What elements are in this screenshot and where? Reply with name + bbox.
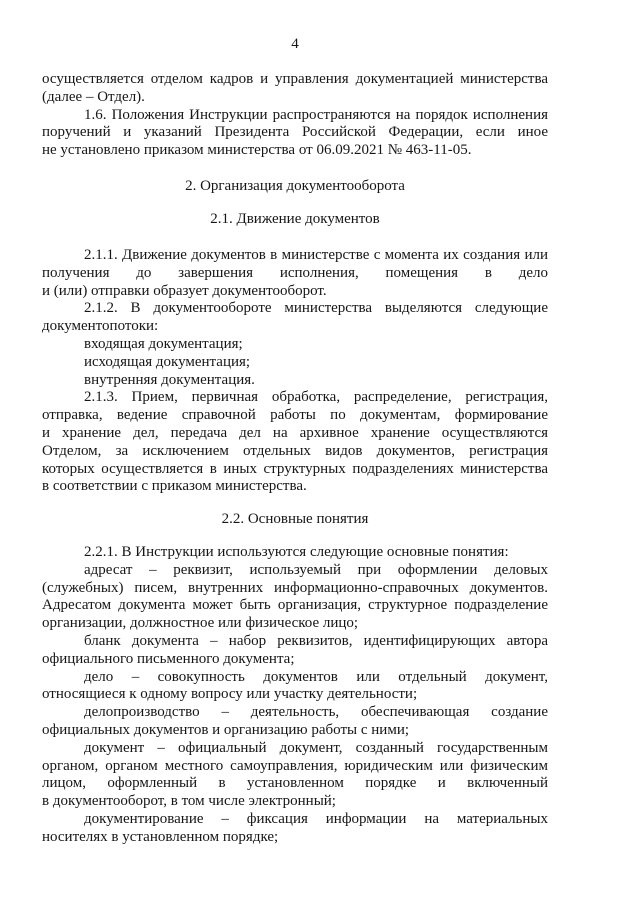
paragraph-2-1-1 [42,247,548,300]
text-line: документ – официальный документ, созданный государственным [84,739,548,756]
term-addressee [42,562,548,633]
text-line: носителях в установленном порядке; [42,828,279,845]
text-line: поручений и указаний Президента Российской Федерации, если иное [42,124,548,141]
text-line: и хранение дел, передача дел на архивное хранение осуществляются [42,424,548,441]
page-number-container [42,36,548,54]
text-line: не установлено приказом министерства от 06.09.2021 № 463-11-05. [42,142,472,159]
text-line: в документооборот, в том числе электронный; [42,793,336,810]
term-letterhead [42,633,548,669]
text-line: 2.1.1. Движение документов в министерстве с момента их создания или [84,247,548,263]
text-line: отправка, ведение справочной работы по документам, формирование [42,407,548,424]
text-line: которых осуществляется в иных структурных подразделениях министерства [42,460,548,477]
list-item: исходящая документация; [84,353,251,370]
text-line: 2.2.1. В Инструкции используются следующие основные понятия: [84,544,509,560]
text-line: бланк документа – набор реквизитов, идентифицирующих автора [84,632,548,649]
paragraph-2-2-1 [42,544,548,562]
term-file [42,669,548,705]
text-line: адресат – реквизит, используемый при оформлении деловых [84,561,548,578]
text-line: (служебных) писем, внутренних информационно-справочных документов. [42,579,548,596]
text-line: Отделом, за исключением отдельных видов документов, регистрация [42,442,548,459]
section-heading: 2. Организация документооборота [185,178,405,194]
text-line: Адресатом документа может быть организация, структурное подразделение [42,597,548,614]
text-line: делопроизводство – деятельность, обеспечивающая создание [84,704,548,721]
document-flows-list [42,336,548,389]
subsection-2-2-body [42,544,548,847]
subsection-2-1-heading-container [42,211,548,229]
section-1-tail [42,71,548,160]
term-documenting [42,811,548,847]
text-line: документирование – фиксация информации на материальных [84,810,548,827]
subsection-2-1-body [42,247,548,496]
text-line: организации, должностное или физическое лицо; [42,615,359,632]
text-line: относящиеся к одному вопросу или участку деятельности; [42,686,418,703]
text-line: документопотоки: [42,318,159,335]
section-2-heading-container [42,178,548,196]
term-document [42,740,548,811]
text-line: лицом, оформленный в установленном порядке и включенный [42,775,548,792]
text-line: официальных документов и организацию работы с ними; [42,721,410,738]
term-records-management [42,704,548,740]
subsection-heading: 2.2. Основные понятия [221,511,369,527]
subsection-2-2-heading-container [42,511,548,529]
text-line: и (или) отправки образует документооборот. [42,282,327,299]
paragraph-2-1-2 [42,300,548,336]
paragraph-continuation [42,71,548,107]
text-line: официального письменного документа; [42,650,295,667]
text-line: осуществляется отделом кадров и управления документацией министерства [42,71,548,87]
text-line: 2.1.2. В документообороте министерства выделяются следующие [84,300,548,317]
text-line: 2.1.3. Прием, первичная обработка, распределение, регистрация, [84,389,548,406]
text-line: в соответствии с приказом министерства. [42,478,307,495]
list-item: входящая документация; [84,335,243,352]
text-line: (далее – Отдел). [42,88,145,105]
list-item: внутренняя документация. [84,371,255,388]
paragraph-1-6 [42,107,548,160]
text-line: получения до завершения исполнения, помещения в дело [42,264,548,281]
page-number: 4 [291,36,299,52]
subsection-heading: 2.1. Движение документов [210,211,380,227]
paragraph-2-1-3 [42,389,548,496]
text-line: дело – совокупность документов или отдельный документ, [84,668,548,685]
text-line: органом, органом местного самоуправления, юридическим или физическим [42,757,548,774]
text-line: 1.6. Положения Инструкции распространяются на порядок исполнения [84,106,548,123]
